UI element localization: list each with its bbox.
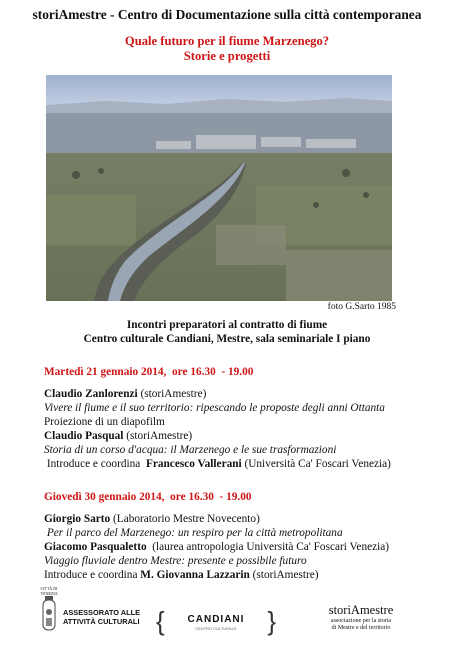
storiamestre-logo bbox=[316, 603, 406, 632]
talk-title: Per il parco del Marzenego: un respiro per la città metropolitana bbox=[44, 527, 343, 539]
intro-line-1: Incontri preparatori al contratto di fiume bbox=[126, 319, 328, 331]
speaker-name: Giacomo Pasqualetto bbox=[44, 541, 147, 553]
assessorato-logo bbox=[63, 608, 140, 626]
moderator-line bbox=[44, 457, 454, 471]
moderator-affiliation: (storiAmestre) bbox=[249, 569, 319, 581]
speaker-name: Claudio Zanlorenzi bbox=[44, 388, 138, 400]
session-note: Proiezione di un diapofilm bbox=[44, 416, 165, 428]
bracket-left-icon: { bbox=[156, 606, 165, 636]
assessorato-line-2: ATTIVITÀ CULTURALI bbox=[63, 617, 140, 626]
bracket-right-icon: } bbox=[267, 606, 276, 636]
page-header: storiAmestre - Centro di Documentazione sulla città contemporanea bbox=[32, 7, 422, 22]
speaker-line bbox=[44, 540, 454, 554]
speaker-name: Giorgio Sarto bbox=[44, 513, 111, 525]
moderator-prefix: Introduce e coordina bbox=[44, 458, 146, 470]
moderator-line bbox=[44, 568, 454, 582]
river-aerial-photo bbox=[46, 75, 392, 301]
talk-title: Vivere il fiume e il suo territorio: ripescando le proposte degli anni Ottanta bbox=[44, 402, 385, 414]
session-1 bbox=[44, 365, 454, 471]
talk-title: Storia di un corso d'acqua: il Marzenego e le sue trasformazioni bbox=[44, 444, 337, 456]
speaker-affiliation: (Laboratorio Mestre Novecento) bbox=[110, 513, 260, 525]
speaker-name: Claudio Pasqual bbox=[44, 430, 124, 442]
moderator-name: Francesco Vallerani bbox=[145, 458, 242, 470]
storiamestre-name: storiAmestre bbox=[328, 603, 394, 617]
moderator-affiliation: (Università Ca' Foscari Venezia) bbox=[241, 458, 391, 470]
intro-block bbox=[0, 318, 454, 346]
session-date: Giovedì 30 gennaio 2014, ore 16.30 - 19.00 bbox=[44, 491, 252, 503]
candiani-name: CANDIANI bbox=[187, 614, 245, 625]
intro-line-2: Centro culturale Candiani, Mestre, sala seminariale I piano bbox=[83, 333, 371, 345]
session-date: Martedì 21 gennaio 2014, ore 16.30 - 19.00 bbox=[44, 366, 254, 378]
title-line-2: Storie e progetti bbox=[183, 49, 271, 63]
crest-label: CITTÀ DI VENEZIA bbox=[40, 586, 58, 596]
speaker-affiliation: (storiAmestre) bbox=[137, 388, 207, 400]
storiamestre-tag-1: associazione per la storia bbox=[330, 618, 392, 624]
speaker-affiliation: (storiAmestre) bbox=[123, 430, 193, 442]
moderator-prefix: Introduce e coordina bbox=[44, 569, 141, 581]
speaker-line bbox=[44, 429, 454, 443]
candiani-logo bbox=[156, 608, 276, 634]
speaker-line bbox=[44, 387, 454, 401]
venice-crest-icon bbox=[42, 594, 56, 634]
photo-credit: foto G.Sarto 1985 bbox=[327, 302, 396, 312]
title-line-1: Quale futuro per il fiume Marzenego? bbox=[124, 34, 330, 48]
assessorato-line-1: ASSESSORATO ALLE bbox=[63, 608, 141, 617]
moderator-name: M. Giovanna Lazzarin bbox=[140, 569, 250, 581]
session-2 bbox=[44, 490, 454, 582]
speaker-affiliation: (laurea antropologia Università Ca' Foscari Venezia) bbox=[146, 541, 390, 553]
storiamestre-tag-2: di Mestre e del territorio bbox=[331, 625, 391, 631]
candiani-subtitle: CENTRO CULTURALE bbox=[195, 626, 237, 631]
event-title bbox=[0, 34, 454, 64]
speaker-line bbox=[44, 512, 454, 526]
talk-title: Viaggio fluviale dentro Mestre: presente e possibile futuro bbox=[44, 555, 307, 567]
sponsor-footer bbox=[0, 586, 454, 646]
